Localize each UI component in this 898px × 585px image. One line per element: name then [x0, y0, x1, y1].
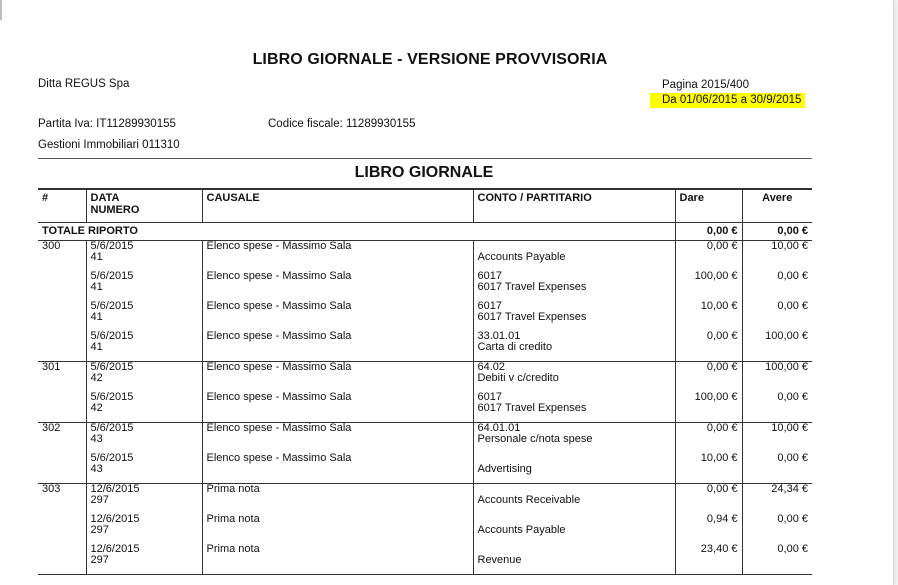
account-code: 64.02	[477, 361, 506, 373]
entry-causale: Prima nota	[202, 514, 473, 544]
entry-doc-number: 41	[90, 311, 103, 323]
entry-avere: 0,00 €	[742, 544, 812, 575]
entry-account	[473, 392, 675, 423]
entry-account	[473, 241, 675, 272]
col-header-date	[86, 190, 202, 223]
entry-causale: Elenco spese - Massimo Sala	[202, 241, 473, 272]
entry-date: 12/6/2015	[90, 543, 140, 555]
entry-number: 302	[38, 423, 86, 454]
account-name: 6017 Travel Expenses	[477, 402, 587, 414]
table-row	[38, 484, 812, 515]
entry-causale: Elenco spese - Massimo Sala	[202, 453, 473, 484]
table-row	[38, 301, 812, 331]
entry-number	[38, 392, 86, 423]
entry-doc-number: 297	[90, 554, 109, 566]
table-row	[38, 241, 812, 272]
entry-date: 5/6/2015	[90, 330, 134, 342]
entry-account	[473, 453, 675, 484]
entry-date-number	[86, 484, 202, 515]
entry-account	[473, 423, 675, 454]
col-header-date-line2: NUMERO	[90, 204, 140, 216]
entry-number	[38, 331, 86, 362]
entry-doc-number: 41	[90, 251, 103, 263]
account-name: Accounts Payable	[477, 251, 566, 263]
col-header-date-line1: DATA	[90, 192, 120, 204]
entry-dare: 0,00 €	[675, 484, 742, 515]
entry-doc-number: 297	[90, 494, 109, 506]
entry-date-number	[86, 453, 202, 484]
entry-causale: Elenco spese - Massimo Sala	[202, 271, 473, 301]
entry-number	[38, 544, 86, 575]
table-row	[38, 544, 812, 575]
account-name: 6017 Travel Expenses	[477, 311, 587, 323]
entry-doc-number: 43	[90, 433, 103, 445]
entry-date: 5/6/2015	[90, 422, 134, 434]
col-header-causale: CAUSALE	[202, 190, 473, 223]
entry-causale: Prima nota	[202, 484, 473, 515]
entry-avere: 24,34 €	[771, 483, 808, 495]
entry-number: 300	[38, 241, 86, 272]
entry-avere: 10,00 €	[771, 240, 808, 252]
total-carried-row	[38, 223, 812, 241]
col-header-num: #	[38, 190, 86, 223]
table-row	[38, 362, 812, 393]
table-row	[38, 423, 812, 454]
management-code: Gestioni Immobiliari 011310	[38, 139, 180, 151]
entry-date: 5/6/2015	[90, 240, 134, 252]
table-row	[38, 514, 812, 544]
entry-date: 12/6/2015	[90, 483, 140, 495]
entry-date-number	[86, 544, 202, 575]
account-name: Carta di credito	[477, 341, 553, 353]
entry-date: 5/6/2015	[90, 361, 134, 373]
total-dare: 0,00 €	[675, 223, 742, 241]
account-name: Accounts Receivable	[477, 494, 581, 506]
entry-date-number	[86, 331, 202, 362]
entry-avere: 10,00 €	[771, 422, 808, 434]
entry-date-number	[86, 271, 202, 301]
entry-doc-number: 43	[90, 463, 103, 475]
company-name: Ditta REGUS Spa	[38, 78, 130, 90]
table-row	[38, 271, 812, 301]
tax-code: Codice fiscale: 11289930155	[268, 118, 416, 130]
header-rule	[38, 158, 812, 159]
entry-causale: Elenco spese - Massimo Sala	[202, 423, 473, 454]
table-row	[38, 392, 812, 423]
entry-date: 5/6/2015	[90, 452, 134, 464]
col-header-conto: CONTO / PARTITARIO	[473, 190, 675, 223]
journal-subtitle: LIBRO GIORNALE	[354, 164, 494, 181]
entry-dare: 100,00 €	[675, 271, 742, 301]
entry-account	[473, 362, 675, 393]
entry-account	[473, 514, 675, 544]
entry-dare: 0,00 €	[675, 362, 742, 393]
entry-dare: 23,40 €	[675, 544, 742, 575]
entry-date-number	[86, 301, 202, 331]
entry-dare: 0,00 €	[675, 241, 742, 272]
table-row	[38, 331, 812, 362]
account-name: 6017 Travel Expenses	[477, 281, 587, 293]
entry-avere: 100,00 €	[765, 361, 808, 373]
entry-date: 5/6/2015	[90, 300, 134, 312]
entry-doc-number: 41	[90, 341, 103, 353]
entry-causale: Elenco spese - Massimo Sala	[202, 362, 473, 393]
entry-doc-number: 297	[90, 524, 109, 536]
entry-doc-number: 42	[90, 402, 103, 414]
entry-avere: 0,00 €	[777, 300, 808, 312]
account-name: Advertising	[477, 463, 532, 475]
entry-number: 303	[38, 484, 86, 515]
entry-dare: 0,00 €	[675, 331, 742, 362]
entry-date: 5/6/2015	[90, 270, 134, 282]
entry-causale: Elenco spese - Massimo Sala	[202, 392, 473, 423]
entry-doc-number: 41	[90, 281, 103, 293]
entry-dare: 100,00 €	[675, 392, 742, 423]
entry-avere: 0,00 €	[742, 453, 812, 484]
entry-date-number	[86, 392, 202, 423]
account-name: Personale c/nota spese	[477, 433, 593, 445]
entry-avere: 100,00 €	[742, 331, 812, 362]
account-code: 33.01.01	[477, 330, 521, 342]
entry-causale: Elenco spese - Massimo Sala	[202, 301, 473, 331]
account-name: Debiti v c/credito	[477, 372, 559, 384]
account-code: 6017	[477, 270, 502, 282]
entry-avere: 0,00 €	[777, 270, 808, 282]
entry-avere: 0,00 €	[777, 513, 808, 525]
entry-dare: 10,00 €	[675, 453, 742, 484]
entry-date-number	[86, 423, 202, 454]
entry-number	[38, 271, 86, 301]
journal-table	[38, 190, 812, 575]
entry-dare: 0,00 €	[675, 423, 742, 454]
vat-number: Partita Iva: IT11289930155	[38, 118, 176, 130]
account-name: Revenue	[477, 554, 522, 566]
entry-dare: 0,94 €	[675, 514, 742, 544]
entry-account	[473, 301, 675, 331]
total-label: TOTALE RIPORTO	[38, 223, 202, 241]
entry-number: 301	[38, 362, 86, 393]
table-header-row	[38, 190, 812, 223]
entry-account	[473, 544, 675, 575]
entry-date-number	[86, 362, 202, 393]
entry-date: 5/6/2015	[90, 391, 134, 403]
account-code: 6017	[477, 300, 502, 312]
entry-causale: Prima nota	[202, 544, 473, 575]
table-row	[38, 453, 812, 484]
col-header-dare: Dare	[675, 190, 742, 223]
entry-number	[38, 514, 86, 544]
total-avere: 0,00 €	[742, 223, 812, 241]
entry-doc-number: 42	[90, 372, 103, 384]
entry-date-number	[86, 514, 202, 544]
page-number: Pagina 2015/400	[662, 79, 749, 91]
entry-account	[473, 271, 675, 301]
entry-dare: 10,00 €	[675, 301, 742, 331]
account-code: 6017	[477, 391, 502, 403]
col-header-avere: Avere	[742, 190, 812, 223]
period-highlight: Da 01/06/2015 a 30/9/2015	[650, 93, 805, 108]
entry-date-number	[86, 241, 202, 272]
entry-avere: 0,00 €	[742, 392, 812, 423]
page-edge-marker	[0, 0, 2, 20]
journal-body	[38, 223, 812, 575]
entry-account	[473, 484, 675, 515]
account-name: Accounts Payable	[477, 524, 566, 536]
entry-account	[473, 331, 675, 362]
document-title: LIBRO GIORNALE - VERSIONE PROVVISORIA	[252, 51, 608, 68]
entry-causale: Elenco spese - Massimo Sala	[202, 331, 473, 362]
entry-date: 12/6/2015	[90, 513, 140, 525]
account-code: 64.01.01	[477, 422, 521, 434]
entry-number	[38, 453, 86, 484]
entry-number	[38, 301, 86, 331]
